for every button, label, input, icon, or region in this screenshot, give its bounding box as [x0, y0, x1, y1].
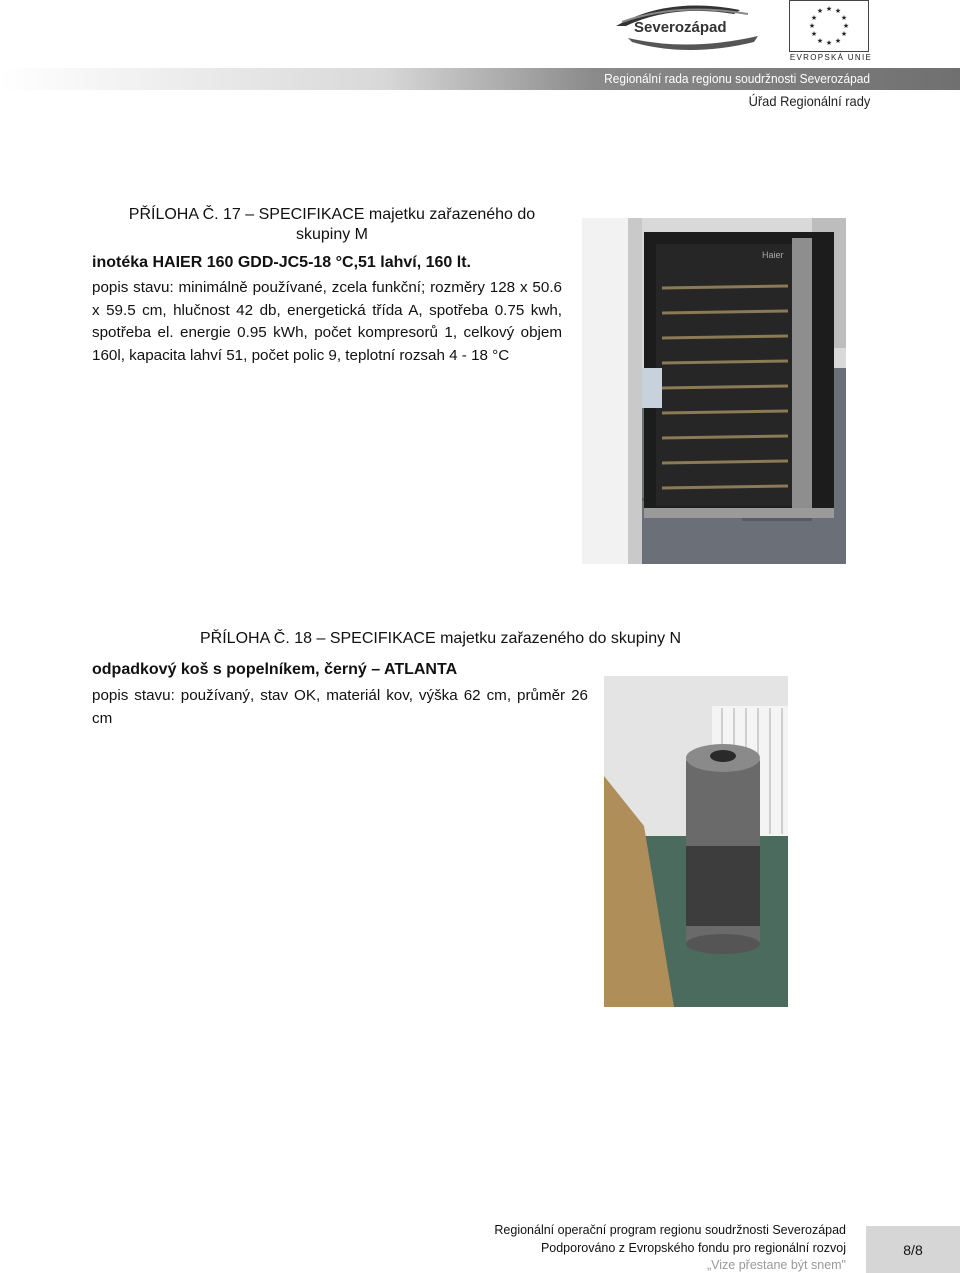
header-band — [0, 68, 960, 90]
severozapad-logo — [608, 0, 768, 56]
section2-description: popis stavu: používaný, stav OK, materiál kov, výška 62 cm, průměr 26 cm — [92, 687, 588, 727]
svg-text:★: ★ — [808, 22, 816, 30]
section2-title: PŘÍLOHA Č. 18 – SPECIFIKACE majetku zařazeného do skupiny N — [200, 630, 682, 647]
svg-text:★: ★ — [816, 7, 824, 15]
svg-text:★: ★ — [825, 5, 833, 13]
svg-text:★: ★ — [810, 14, 818, 22]
svg-text:★: ★ — [840, 30, 848, 38]
footer-fund: Podporováno z Evropského fondu pro regionální rozvoj — [540, 1241, 846, 1255]
footer-program: Regionální operační program regionu soudržnosti Severozápad — [494, 1223, 846, 1237]
eu-stars-icon — [790, 1, 868, 51]
section1-title-line1: PŘÍLOHA Č. 17 – SPECIFIKACE majetku zařazeného do — [128, 206, 536, 223]
footer-slogan: „Vize přestane být snem" — [707, 1258, 846, 1272]
eu-label: EVROPSKÁ UNIE — [789, 53, 873, 62]
page-number: 8/8 — [866, 1226, 960, 1273]
header-band-text: Regionální rada regionu soudržnosti Severozápad — [604, 71, 870, 86]
wine-cooler-brand-label: Haier — [762, 250, 784, 260]
svg-text:★: ★ — [834, 37, 842, 45]
section1-title-line2: skupiny M — [295, 226, 369, 243]
svg-text:★: ★ — [840, 14, 848, 22]
section1-title — [92, 205, 572, 245]
svg-text:★: ★ — [842, 22, 850, 30]
svg-text:★: ★ — [810, 30, 818, 38]
section2-subtitle: odpadkový koš s popelníkem, černý – ATLANTA — [92, 661, 458, 678]
severozapad-logo-text: Severozápad — [634, 19, 727, 36]
trash-bin-photo — [604, 676, 788, 1007]
section1-subtitle: inotéka HAIER 160 GDD-JC5-18 °C,51 lahví, 160 lt. — [92, 254, 471, 271]
wine-cooler-photo — [582, 218, 846, 564]
eu-flag-logo — [789, 0, 869, 52]
section1-description: popis stavu: minimálně používané, zcela funkční; rozměry 128 x 50.6 x 59.5 cm, hlučnost 42 db, energetická třída A, spotřeba 0.75 kwh, spotřeba el. energie 0.95 kWh, počet kompresorů 1, celkový objem 160l, kapacita lahví 51, počet polic 9, teplotní rozsah 4 - 18 °C — [92, 279, 562, 364]
svg-text:★: ★ — [816, 37, 824, 45]
header-office: Úřad Regionální rady — [748, 93, 870, 109]
svg-text:★: ★ — [834, 7, 842, 15]
svg-text:★: ★ — [825, 39, 833, 47]
